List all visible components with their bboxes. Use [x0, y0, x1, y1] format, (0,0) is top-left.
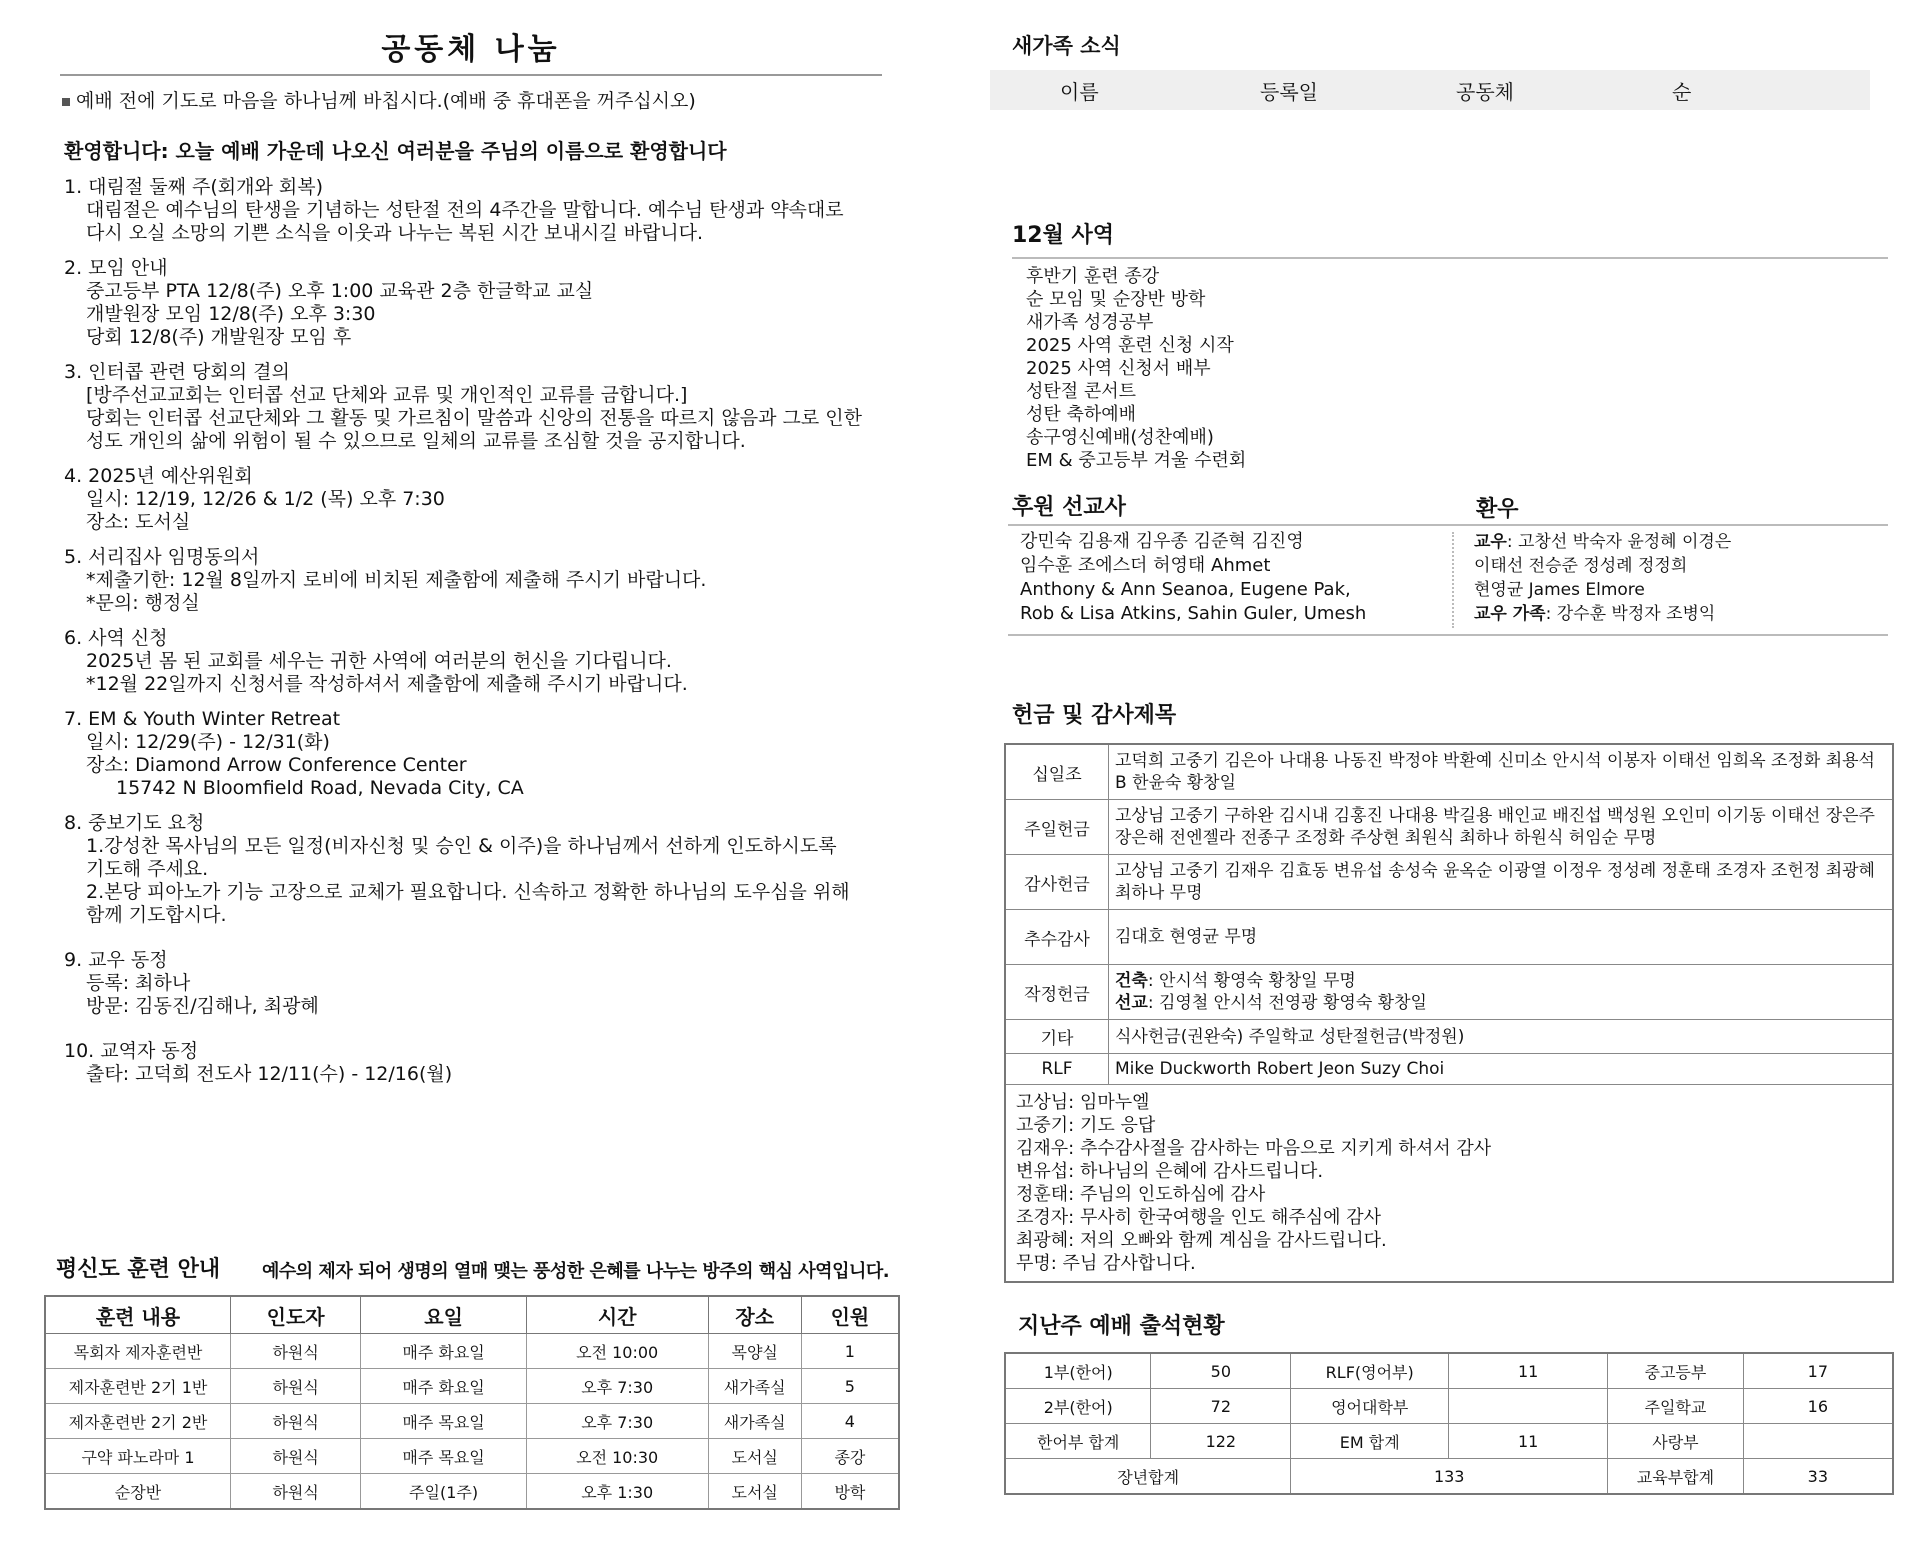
- announcement-line: [방주선교교회는 인터콥 선교 단체와 교류 및 개인적인 교류를 금합니다.]: [86, 384, 688, 406]
- table-cell: 33: [1743, 1459, 1893, 1495]
- list-item: 송구영신예배(성찬예배): [1026, 427, 1214, 448]
- list-item: 성탄절 콘서트: [1026, 381, 1137, 402]
- table-header-cell: 시간: [526, 1296, 708, 1334]
- attendance-title: 지난주 예배 출석현황: [1018, 1314, 1225, 1339]
- announcement-line: 개발원장 모임 12/8(주) 오후 3:30: [86, 303, 376, 325]
- missionary-sick-section: [990, 490, 1890, 638]
- announcement-item: [64, 257, 890, 349]
- newfamily-col-soon: 순: [1672, 79, 1692, 104]
- pledge-line: [1115, 970, 1886, 992]
- announcement-line: 장소: 도서실: [86, 511, 191, 533]
- sick-line: 현영균 James Elmore: [1474, 580, 1645, 600]
- announcement-line: *12월 22일까지 신청서를 작성하셔서 제출함에 제출해 주시기 바랍니다.: [86, 673, 688, 695]
- table-cell: RLF(영어부): [1291, 1353, 1449, 1389]
- table-cell: 종강: [801, 1439, 899, 1474]
- table-cell: EM 합계: [1291, 1424, 1449, 1459]
- offering-names: 고상님 고중기 구하완 김시내 김홍진 나대용 박길용 배인교 배진섭 백성원 오인미 이기동 이태선 장은주 장은해 전엔젤라 전종구 조정화 주상현 최원식 최하나 하원식 허임순 무명: [1109, 800, 1894, 855]
- announcement-item: [64, 1040, 890, 1086]
- offering-label: 주일헌금: [1005, 800, 1109, 855]
- announcement-item: [64, 949, 890, 1018]
- list-item: 2025 사역 신청서 배부: [1026, 358, 1211, 379]
- announcement-title: 1. 대림절 둘째 주(회개와 회복): [64, 176, 324, 198]
- offering-label: 감사헌금: [1005, 855, 1109, 910]
- table-cell: 방학: [801, 1474, 899, 1510]
- announcement-line: 2.본당 피아노가 기능 고장으로 교체가 필요합니다. 신속하고 정확한 하나님의 도우심을 위해: [86, 881, 850, 903]
- announcement-item: [64, 546, 890, 615]
- table-header-cell: 인원: [801, 1296, 899, 1334]
- table-row: [1005, 855, 1893, 910]
- left-column: [60, 24, 890, 1098]
- december-list: [1012, 265, 1890, 472]
- offering-label: 추수감사: [1005, 910, 1109, 965]
- table-cell: 122: [1151, 1424, 1291, 1459]
- announcement-title: 5. 서리집사 임명동의서: [64, 546, 260, 568]
- list-item: 새가족 성경공부: [1026, 312, 1154, 333]
- dotted-divider: [1452, 532, 1454, 628]
- december-title: 12월 사역: [1012, 223, 1115, 248]
- announcement-title: 7. EM & Youth Winter Retreat: [64, 708, 341, 730]
- announcement-line: 등록: 최하나: [86, 972, 191, 994]
- table-row: [1005, 800, 1893, 855]
- pledge-label: 건축: [1115, 971, 1148, 991]
- table-cell: 도서실: [708, 1439, 801, 1474]
- table-cell: 11: [1449, 1353, 1608, 1389]
- table-cell: 오후 1:30: [526, 1474, 708, 1510]
- announcement-line: 2025년 몸 된 교회를 세우는 귀한 사역에 여러분의 헌신을 기다립니다.: [86, 650, 672, 672]
- table-cell: 72: [1151, 1389, 1291, 1424]
- table-cell: 하원식: [230, 1439, 360, 1474]
- table-row: [45, 1369, 899, 1404]
- missionary-line: Rob & Lisa Atkins, Sahin Guler, Umesh: [1020, 603, 1367, 624]
- table-header-row: [45, 1296, 899, 1334]
- missionary-line: 강민숙 김용재 김우종 김준혁 김진영: [1020, 531, 1304, 552]
- table-cell: 하원식: [230, 1404, 360, 1439]
- announcement-line: 기도해 주세요.: [86, 858, 209, 880]
- thanks-line: 무명: 주님 감사합니다.: [1016, 1253, 1196, 1274]
- thanks-line: 김재우: 추수감사절을 감사하는 마음으로 지키게 하셔서 감사: [1016, 1138, 1492, 1159]
- table-header-cell: 인도자: [230, 1296, 360, 1334]
- thanks-line: 변유섭: 하나님의 은혜에 감사드립니다.: [1016, 1161, 1324, 1182]
- table-row: [1005, 1389, 1893, 1424]
- announcement-title: 9. 교우 동정: [64, 949, 168, 971]
- sick-label-member: 교우: [1474, 532, 1507, 552]
- december-section: [1012, 218, 1890, 472]
- table-cell: 매주 목요일: [361, 1439, 527, 1474]
- pledge-line: [1115, 992, 1886, 1014]
- list-item: 순 모임 및 순장반 방학: [1026, 289, 1206, 310]
- table-header-cell: 훈련 내용: [45, 1296, 230, 1334]
- list-item: 후반기 훈련 종강: [1026, 266, 1160, 287]
- table-cell: 장년합계: [1005, 1459, 1291, 1495]
- newfamily-col-date: 등록일: [1260, 79, 1318, 104]
- table-cell: 오전 10:00: [526, 1334, 708, 1369]
- list-item: EM & 중고등부 겨울 수련회: [1026, 450, 1247, 471]
- announcement-line: 중고등부 PTA 12/8(주) 오후 1:00 교육관 2층 한글학교 교실: [86, 280, 594, 302]
- notice: [62, 86, 890, 113]
- table-cell: 4: [801, 1404, 899, 1439]
- announcement-line: 함께 기도합시다.: [86, 904, 227, 926]
- offering-names: 고상님 고중기 김재우 김효동 변유섭 송성숙 윤옥순 이광열 이정우 정성례 정훈태 조경자 조헌정 최광혜 최하나 무명: [1109, 855, 1894, 910]
- welcome-text: 환영합니다: 오늘 예배 가운데 나오신 여러분을 주님의 이름으로 환영합니다: [64, 139, 727, 163]
- list-item: 성탄 축하예배: [1026, 404, 1137, 425]
- announcement-item: [64, 176, 890, 245]
- square-bullet-icon: [62, 98, 70, 106]
- announcement-title: 4. 2025년 예산위원회: [64, 465, 253, 487]
- thanks-line: 최광혜: 저의 오빠와 함께 계심을 감사드립니다.: [1016, 1230, 1387, 1251]
- announcement-line: 방문: 김동진/김해나, 최광혜: [86, 995, 319, 1017]
- announcement-line: 15742 N Bloomfield Road, Nevada City, CA: [116, 777, 524, 799]
- table-row: [1005, 1353, 1893, 1389]
- table-cell: 매주 화요일: [361, 1334, 527, 1369]
- table-header-cell: 장소: [708, 1296, 801, 1334]
- offering-label: RLF: [1005, 1054, 1109, 1085]
- announcement-title: 6. 사역 신청: [64, 627, 168, 649]
- thanks-line: 정훈태: 주님의 인도하심에 감사: [1016, 1184, 1266, 1205]
- announcement-line: 1.강성찬 목사님의 모든 일정(비자신청 및 승인 & 이주)을 하나님께서 선하게 인도하시도록: [86, 835, 837, 857]
- offering-names: 고덕희 고중기 김은아 나대용 나동진 박정야 박환예 신미소 안시석 이봉자 이태선 임희옥 조정화 최용석B 한윤숙 황창일: [1109, 744, 1894, 800]
- table-header-cell: 요일: [361, 1296, 527, 1334]
- announcement-item: [64, 812, 890, 927]
- table-row: [1005, 1020, 1893, 1054]
- table-cell: 새가족실: [708, 1369, 801, 1404]
- training-table: [44, 1295, 900, 1510]
- table-cell: 오전 10:30: [526, 1439, 708, 1474]
- announcement-list: [60, 176, 890, 1086]
- list-item: 2025 사역 훈련 신청 시작: [1026, 335, 1234, 356]
- table-cell: 목양실: [708, 1334, 801, 1369]
- missionary-line: Anthony & Ann Seanoa, Eugene Pak,: [1020, 579, 1351, 600]
- attendance-table: [1004, 1352, 1894, 1495]
- table-cell: 오후 7:30: [526, 1404, 708, 1439]
- table-cell: 매주 화요일: [361, 1369, 527, 1404]
- table-row: [1005, 744, 1893, 800]
- table-cell: 사랑부: [1608, 1424, 1744, 1459]
- page-title: 공동체 나눔: [60, 24, 882, 76]
- newfamily-col-name: 이름: [1060, 79, 1099, 104]
- table-row: [1005, 1054, 1893, 1085]
- table-cell: 주일학교: [1608, 1389, 1744, 1424]
- sick-title: 환우: [1476, 497, 1519, 522]
- newfamily-title: 새가족 소식: [1012, 34, 1121, 58]
- sick-line: 이태선 전승준 정성례 정정희: [1474, 556, 1688, 576]
- announcement-line: 출타: 고덕희 전도사 12/11(수) - 12/16(월): [86, 1063, 453, 1085]
- newfamily-header: [990, 70, 1870, 110]
- missionary-list: [1020, 530, 1366, 626]
- announcement-line: 대림절은 예수님의 탄생을 기념하는 성탄절 전의 4주간을 말합니다. 예수님 탄생과 약속대로: [86, 199, 844, 221]
- table-cell: 2부(한어): [1005, 1389, 1151, 1424]
- table-cell: 영어대학부: [1291, 1389, 1449, 1424]
- announcement-title: 3. 인터콥 관련 당회의 결의: [64, 361, 290, 383]
- table-row: [1005, 1459, 1893, 1495]
- table-cell: 목회자 제자훈련반: [45, 1334, 230, 1369]
- newfamily-col-group: 공동체: [1456, 79, 1514, 104]
- divider: [1008, 634, 1888, 636]
- offering-table: [1004, 743, 1894, 1283]
- table-row: [45, 1404, 899, 1439]
- table-cell: 오후 7:30: [526, 1369, 708, 1404]
- table-cell: 1부(한어): [1005, 1353, 1151, 1389]
- pledge-label: 선교: [1115, 993, 1148, 1013]
- thanks-line: 조경자: 무사히 한국여행을 인도 해주심에 감사: [1016, 1207, 1382, 1228]
- table-cell: 하원식: [230, 1369, 360, 1404]
- table-cell: 교육부합계: [1608, 1459, 1744, 1495]
- training-title: 평신도 훈련 안내: [56, 1257, 221, 1282]
- table-cell: [1449, 1389, 1608, 1424]
- divider: [1012, 257, 1888, 259]
- announcement-line: 일시: 12/29(주) - 12/31(화): [86, 731, 330, 753]
- offering-names: 김대호 현영균 무명: [1109, 910, 1894, 965]
- missionary-title: 후원 선교사: [1012, 495, 1126, 520]
- table-cell: 1: [801, 1334, 899, 1369]
- announcement-title: 2. 모임 안내: [64, 257, 168, 279]
- table-row: [1005, 1424, 1893, 1459]
- sick-list: [1474, 530, 1731, 626]
- announcement-title: 10. 교역자 동정: [64, 1040, 199, 1062]
- table-cell: 17: [1743, 1353, 1893, 1389]
- table-cell: [1743, 1424, 1893, 1459]
- table-row: [45, 1334, 899, 1369]
- notice-text: 예배 전에 기도로 마음을 하나님께 바칩시다.(예배 중 휴대폰을 꺼주십시오): [76, 90, 696, 112]
- table-cell: 16: [1743, 1389, 1893, 1424]
- table-cell: 하원식: [230, 1474, 360, 1510]
- offering-names: [1109, 965, 1894, 1020]
- missionary-line: 임수훈 조에스더 허영태 Ahmet: [1020, 555, 1271, 576]
- announcement-line: 다시 오실 소망의 기쁜 소식을 이웃과 나누는 복된 시간 보내시길 바랍니다.: [86, 222, 704, 244]
- announcement-line: 당회 12/8(주) 개발원장 모임 후: [86, 326, 352, 348]
- table-row: [45, 1474, 899, 1510]
- offering-names: 식사헌금(권완숙) 주일학교 성탄절헌금(박정원): [1109, 1020, 1894, 1054]
- table-cell: 도서실: [708, 1474, 801, 1510]
- thanks-line: 고상님: 임마누엘: [1016, 1092, 1150, 1113]
- table-cell: 제자훈련반 2기 2반: [45, 1404, 230, 1439]
- table-row: [1005, 965, 1893, 1020]
- offering-label: 기타: [1005, 1020, 1109, 1054]
- table-cell: 11: [1449, 1424, 1608, 1459]
- offering-label: 십일조: [1005, 744, 1109, 800]
- table-cell: 새가족실: [708, 1404, 801, 1439]
- table-cell: 133: [1291, 1459, 1608, 1495]
- announcement-item: [64, 465, 890, 534]
- table-cell: 50: [1151, 1353, 1291, 1389]
- announcement-line: *제출기한: 12월 8일까지 로비에 비치된 제출함에 제출해 주시기 바랍니다.: [86, 569, 707, 591]
- divider: [1008, 524, 1888, 526]
- thanks-line: 고중기: 기도 응답: [1016, 1115, 1156, 1136]
- thanks-cell: [1005, 1085, 1893, 1283]
- announcement-line: 성도 개인의 삶에 위험이 될 수 있으므로 일체의 교류를 조심할 것을 공지합니다.: [86, 430, 746, 452]
- sick-line: : 고창선 박숙자 윤정혜 이경은: [1506, 532, 1732, 552]
- table-cell: 한어부 합계: [1005, 1424, 1151, 1459]
- announcement-title: 8. 중보기도 요청: [64, 812, 205, 834]
- offering-label: 작정헌금: [1005, 965, 1109, 1020]
- pledge-names: : 안시석 황영숙 황창일 무명: [1147, 971, 1356, 991]
- table-row: [45, 1439, 899, 1474]
- announcement-line: 일시: 12/19, 12/26 & 1/2 (목) 오후 7:30: [86, 488, 445, 510]
- announcement-item: [64, 361, 890, 453]
- sick-line: : 강수훈 박정자 조병익: [1545, 604, 1716, 624]
- announcement-line: *문의: 행정실: [86, 592, 200, 614]
- table-cell: 제자훈련반 2기 1반: [45, 1369, 230, 1404]
- table-cell: 순장반: [45, 1474, 230, 1510]
- offering-title: 헌금 및 감사제목: [1012, 703, 1177, 728]
- table-cell: 구약 파노라마 1: [45, 1439, 230, 1474]
- offering-names: Mike Duckworth Robert Jeon Suzy Choi: [1109, 1054, 1894, 1085]
- announcement-line: 당회는 인터콥 선교단체와 그 활동 및 가르침이 말씀과 신앙의 전통을 따르지 않음과 그로 인한: [86, 407, 862, 429]
- announcement-item: [64, 627, 890, 696]
- pledge-names: : 김영철 안시석 전영광 황영숙 황창일: [1147, 993, 1427, 1013]
- right-column: [990, 30, 1890, 1495]
- announcement-item: [64, 708, 890, 800]
- table-cell: 매주 목요일: [361, 1404, 527, 1439]
- table-row: [1005, 1085, 1893, 1283]
- table-cell: 5: [801, 1369, 899, 1404]
- table-cell: 주일(1주): [361, 1474, 527, 1510]
- table-row: [1005, 910, 1893, 965]
- training-subtitle: 예수의 제자 되어 생명의 열매 맺는 풍성한 은혜를 나누는 방주의 핵심 사역입니다.: [262, 1261, 890, 1282]
- announcement-line: 장소: Diamond Arrow Conference Center: [86, 754, 467, 776]
- table-cell: 중고등부: [1608, 1353, 1744, 1389]
- table-cell: 하원식: [230, 1334, 360, 1369]
- sick-label-family: 교우 가족: [1474, 604, 1546, 624]
